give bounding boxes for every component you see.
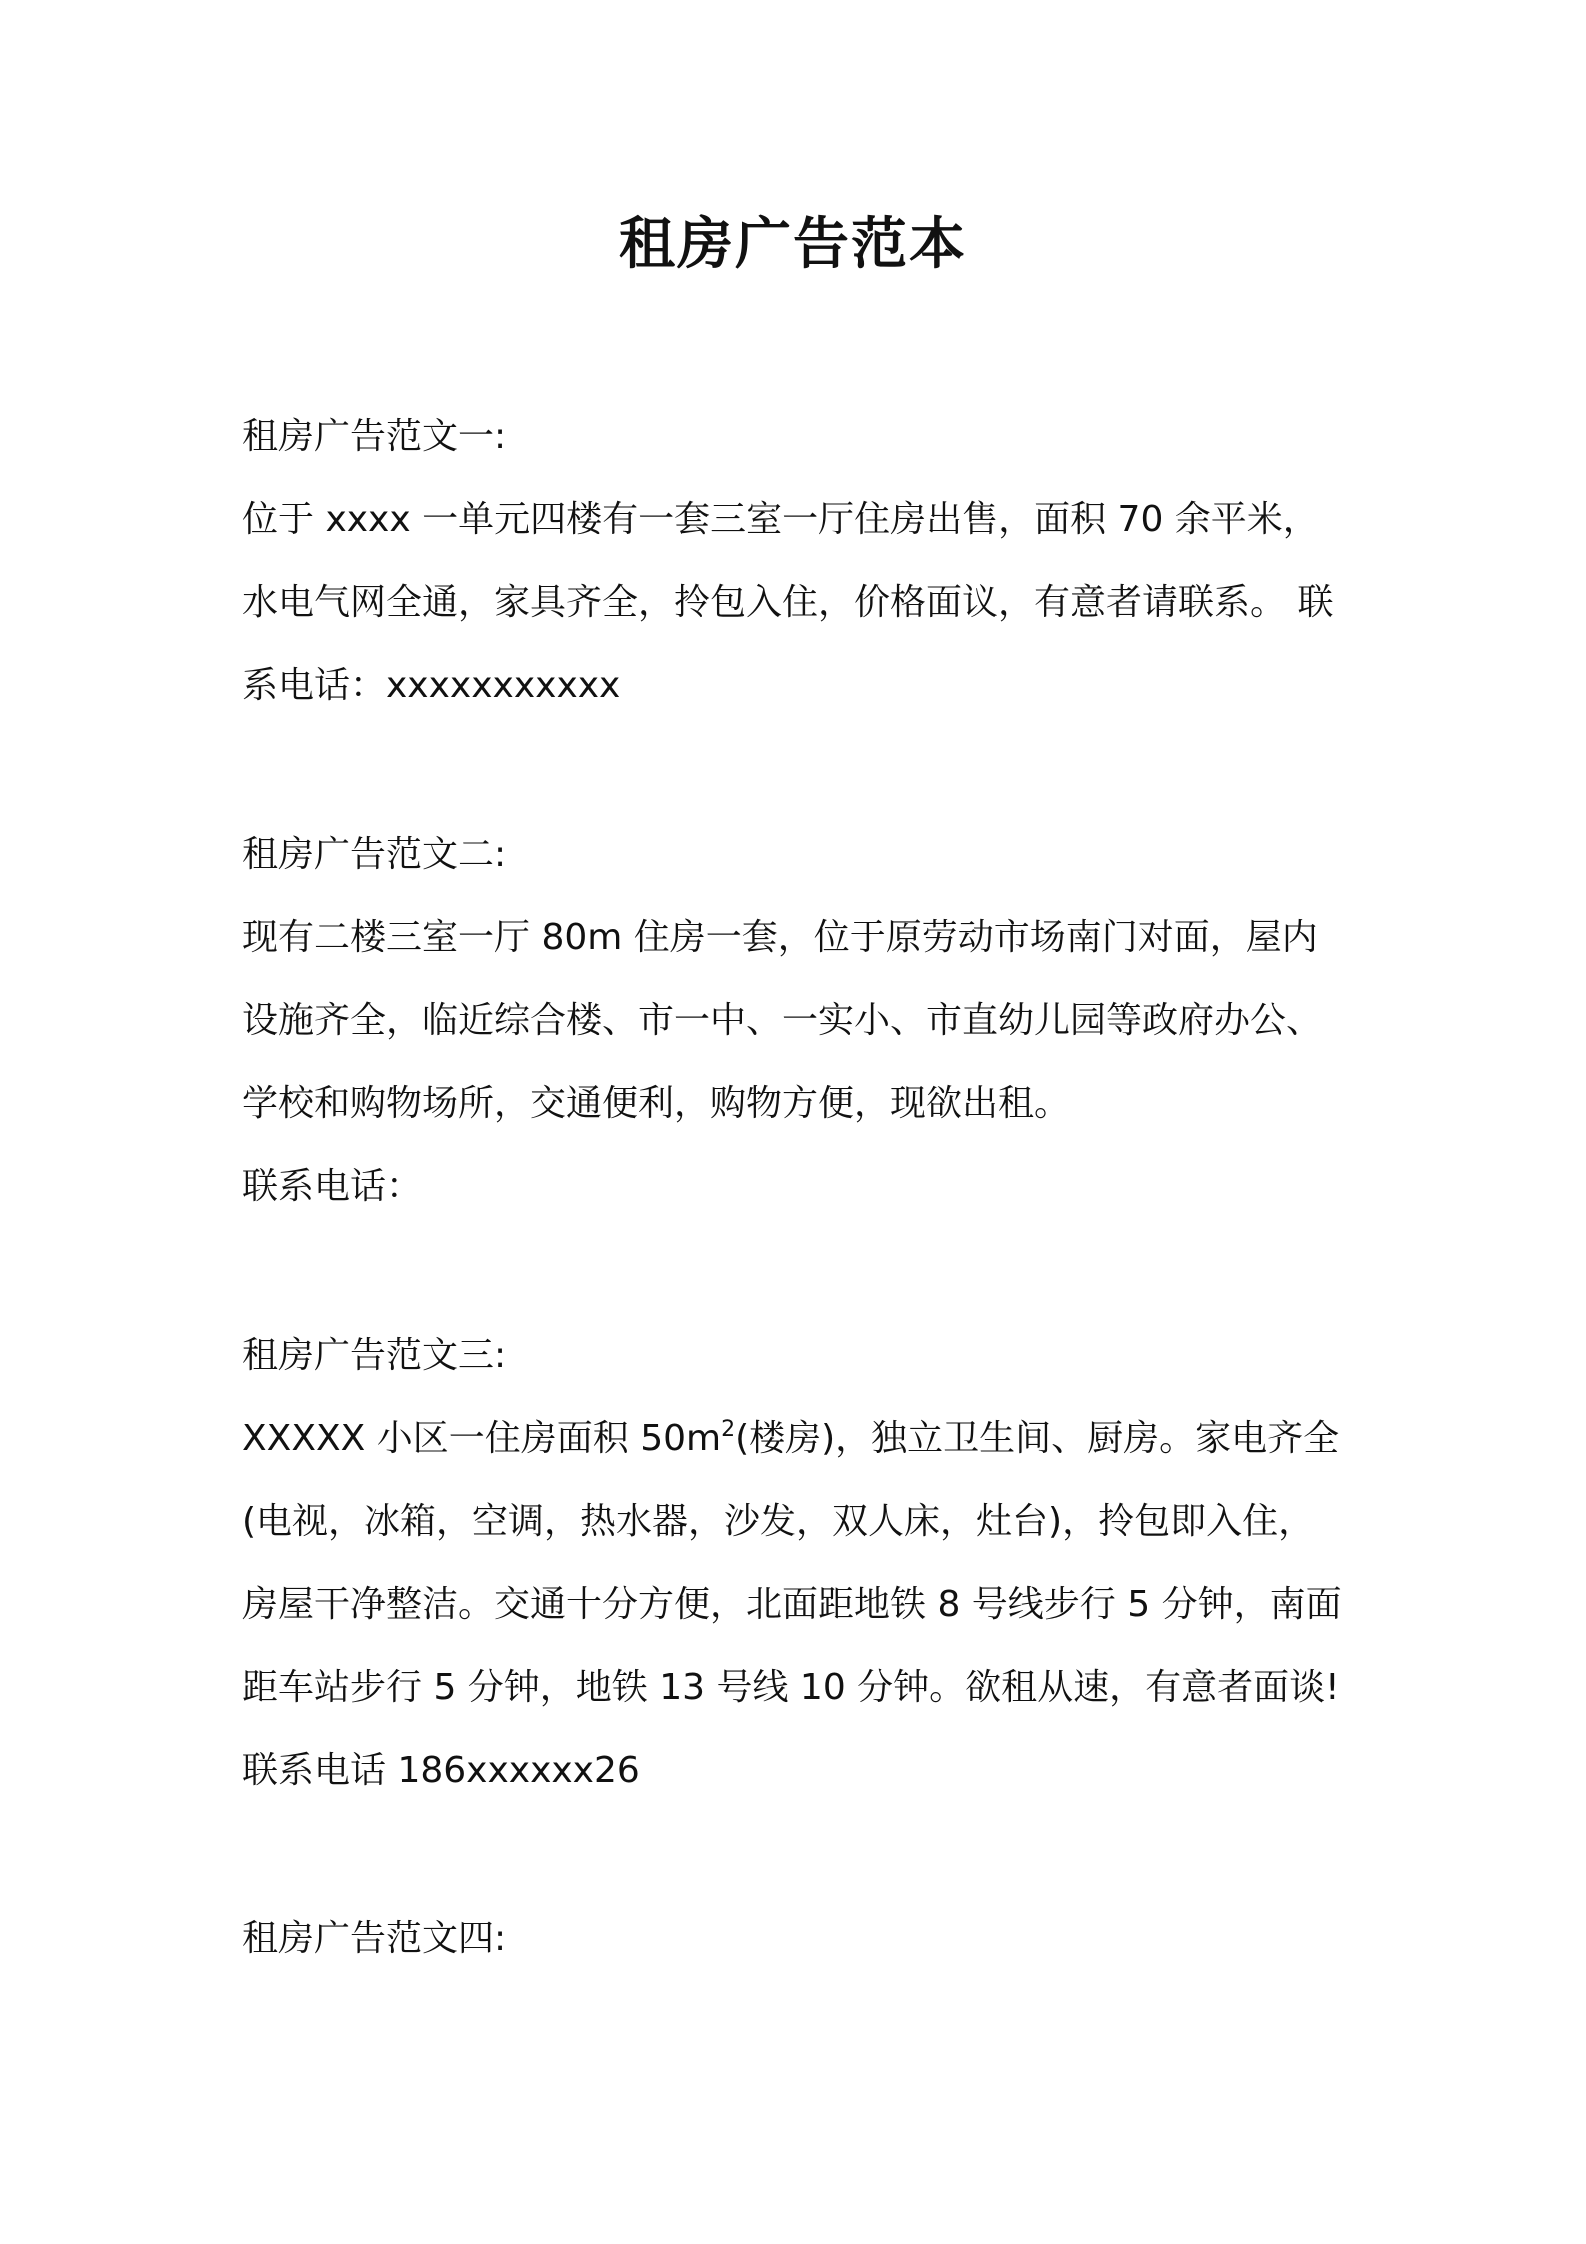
paragraph-line: 现有二楼三室一厅 80m 住房一套，位于原劳动市场南门对面，屋内 (242, 917, 1318, 958)
paragraph-line: 学校和购物场所，交通便利，购物方便，现欲出租。 (242, 1083, 1071, 1124)
superscript-two: 2 (721, 1417, 736, 1442)
document-title: 租房广告范本 (619, 212, 967, 277)
section-heading: 租房广告范文四: (242, 1918, 507, 1959)
paragraph-line: 联系电话： (242, 1166, 423, 1207)
paragraph-text: XXXXX 小区一住房面积 50m (242, 1418, 722, 1459)
paragraph-line: (电视，冰箱，空调，热水器，沙发，双人床，灶台)，拎包即入住， (242, 1501, 1315, 1542)
section-heading: 租房广告范文一: (242, 416, 507, 457)
paragraph-line: 房屋干净整洁。交通十分方便，北面距地铁 8 号线步行 5 分钟，南面 (242, 1584, 1342, 1625)
paragraph-line: 设施齐全，临近综合楼、市一中、一实小、市直幼儿园等政府办公、 (242, 1000, 1323, 1041)
section-2 (242, 813, 1362, 1228)
paragraph-text: (楼房)，独立卫生间、厨房。家电齐全 (735, 1418, 1340, 1459)
section-heading: 租房广告范文三: (242, 1335, 507, 1376)
paragraph-line (242, 1397, 1362, 1480)
paragraph-line: 联系电话 186xxxxxx26 (242, 1750, 640, 1791)
paragraph-line: 距车站步行 5 分钟，地铁 13 号线 10 分钟。欲租从速，有意者面谈! (242, 1667, 1340, 1708)
section-heading: 租房广告范文二: (242, 834, 507, 875)
section-1 (242, 395, 1362, 727)
section-4 (242, 1897, 1362, 1980)
paragraph-line: 位于 xxxx 一单元四楼有一套三室一厅住房出售，面积 70 余平米， (242, 499, 1319, 540)
paragraph-line: 系电话：xxxxxxxxxxx (242, 665, 621, 706)
section-3 (242, 1314, 1362, 1812)
paragraph-line: 水电气网全通，家具齐全，拎包入住，价格面议，有意者请联系。 联 (242, 582, 1334, 623)
